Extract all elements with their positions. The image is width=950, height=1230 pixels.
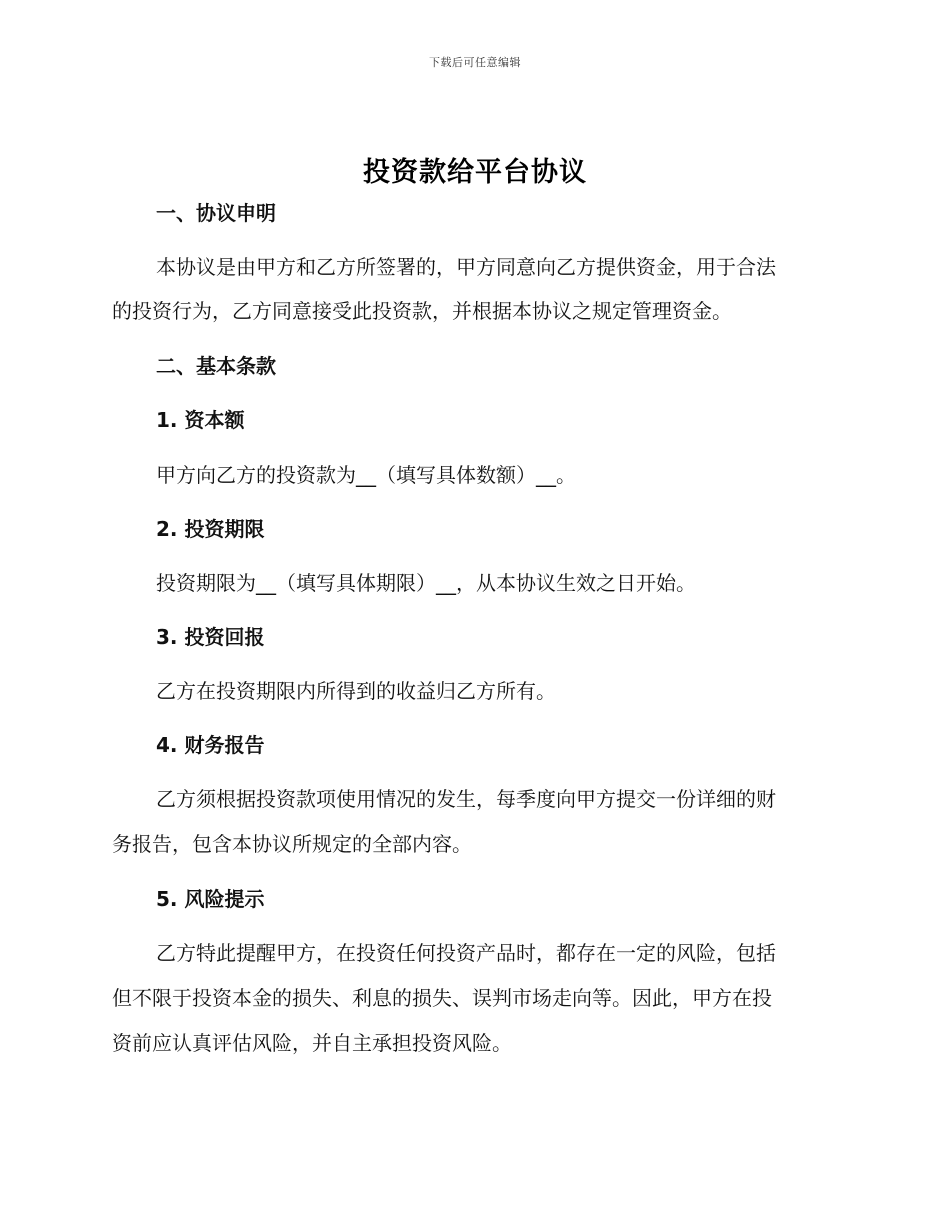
- clause-text-line: 甲方向乙方的投资款为__（填写具体数额）__。: [156, 463, 576, 487]
- page-header-note: 下载后可任意编辑: [429, 56, 521, 69]
- section-heading-basic-terms: 二、基本条款: [156, 354, 276, 378]
- clause-text-line: 乙方须根据投资款项使用情况的发生，每季度向甲方提交一份详细的财: [156, 787, 776, 811]
- paragraph-line: 本协议是由甲方和乙方所签署的，甲方同意向乙方提供资金，用于合法: [156, 255, 776, 279]
- clause-heading-risk: 5. 风险提示: [156, 887, 265, 911]
- clause-text-line: 资前应认真评估风险，并自主承担投资风险。: [112, 1031, 512, 1055]
- clause-heading-financial-report: 4. 财务报告: [156, 733, 265, 757]
- clause-heading-term: 2. 投资期限: [156, 517, 265, 541]
- clause-heading-return: 3. 投资回报: [156, 625, 265, 649]
- clause-text-line: 乙方在投资期限内所得到的收益归乙方所有。: [156, 679, 556, 703]
- paragraph-line: 的投资行为，乙方同意接受此投资款，并根据本协议之规定管理资金。: [112, 299, 732, 323]
- clause-text-line: 务报告，包含本协议所规定的全部内容。: [112, 832, 472, 856]
- clause-heading-capital: 1. 资本额: [156, 408, 245, 432]
- section-heading-declaration: 一、协议申明: [156, 201, 276, 225]
- document-title: 投资款给平台协议: [363, 157, 587, 188]
- clause-text-line: 但不限于投资本金的损失、利息的损失、误判市场走向等。因此，甲方在投: [112, 986, 772, 1010]
- clause-text-line: 投资期限为__（填写具体期限）__，从本协议生效之日开始。: [156, 571, 696, 595]
- clause-text-line: 乙方特此提醒甲方，在投资任何投资产品时，都存在一定的风险，包括: [156, 941, 776, 965]
